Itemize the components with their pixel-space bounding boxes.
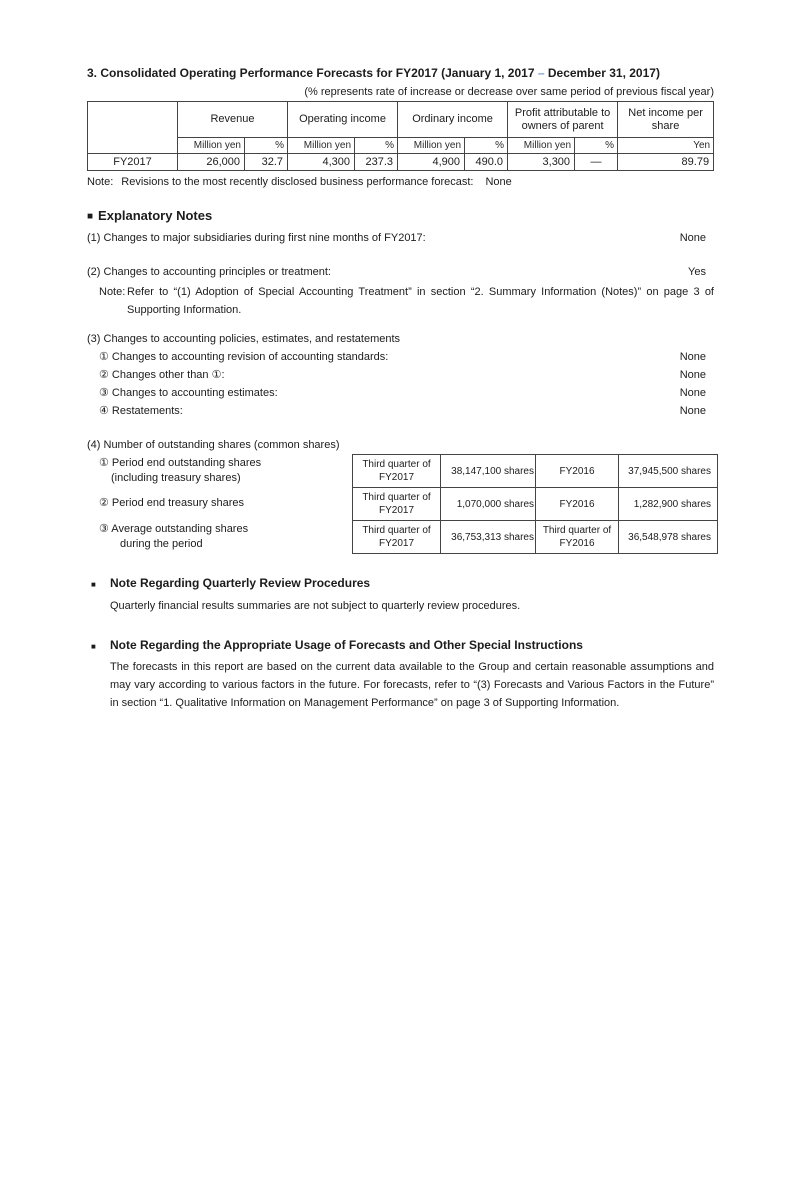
explanatory-item-4-heading: (4) Number of outstanding shares (common shares) — [87, 439, 340, 451]
shares-r3-value2: 36,548,978 shares — [619, 521, 718, 554]
shares-label-3-line2: during the period — [120, 537, 203, 550]
profit-value: 3,300 — [508, 154, 575, 171]
explanatory-item-3-heading: (3) Changes to accounting policies, estimates, and restatements — [87, 333, 401, 345]
item2-label: (2) Changes to accounting principles or treatment: — [87, 266, 331, 278]
shares-r2-period1: Third quarter of FY2017 — [353, 488, 441, 521]
note-text: Revisions to the most recently disclosed business performance forecast: — [121, 176, 474, 188]
quarterly-review-title: Note Regarding Quarterly Review Procedures — [110, 576, 371, 590]
subitem2-label: ② Changes other than ①: — [99, 369, 225, 381]
row-label-fy2017: FY2017 — [88, 154, 178, 171]
revenue-pct-value: 32.7 — [245, 154, 288, 171]
explanatory-notes-title: Explanatory Notes — [98, 208, 213, 223]
subitem1-label: ① Changes to accounting revision of accounting standards: — [99, 351, 389, 363]
unit-percent: % — [575, 138, 618, 154]
title-text-before-dash: 3. Consolidated Operating Performance Forecasts for FY2017 (January 1, 2017 — [87, 66, 538, 80]
forecast-table-caption: (% represents rate of increase or decrease over same period of previous fiscal year) — [304, 86, 714, 98]
revenue-value: 26,000 — [178, 154, 245, 171]
item1-value: None — [679, 232, 706, 244]
subitem1-value: None — [679, 351, 706, 363]
column-header-operating-income: Operating income — [288, 102, 398, 138]
explanatory-notes-heading — [87, 208, 714, 225]
table-row — [353, 521, 718, 554]
unit-percent: % — [465, 138, 508, 154]
shares-row-labels — [87, 454, 352, 554]
shares-label-1-line2: (including treasury shares) — [111, 471, 241, 484]
note-label: Note: — [87, 176, 114, 188]
square-bullet-icon: ■ — [91, 580, 96, 589]
shares-r2-value2: 1,282,900 shares — [619, 488, 718, 521]
explanatory-item-2 — [87, 265, 714, 279]
forecast-table-note — [87, 175, 714, 189]
section-title — [87, 66, 714, 81]
unit-percent: % — [355, 138, 398, 154]
unit-million-yen: Million yen — [398, 138, 465, 154]
shares-r1-value1: 38,147,100 shares — [441, 455, 536, 488]
title-dash: – — [537, 66, 545, 80]
shares-r1-value2: 37,945,500 shares — [619, 455, 718, 488]
table-row — [88, 154, 714, 171]
item3-subitem-3 — [99, 386, 714, 400]
column-header-net-income-per-share: Net income per share — [618, 102, 714, 138]
column-header-ordinary-income: Ordinary income — [398, 102, 508, 138]
square-bullet-icon: ■ — [91, 642, 96, 651]
ordinary-income-value: 4,900 — [398, 154, 465, 171]
profit-pct-value: — — [575, 154, 618, 171]
forecast-usage-heading — [87, 638, 714, 654]
shares-label-1-line1: ① Period end outstanding shares — [99, 456, 262, 469]
item3-subitem-1 — [99, 350, 714, 364]
column-header-profit: Profit attributable to owners of parent — [508, 102, 618, 138]
shares-label-2 — [87, 487, 352, 520]
operating-income-value: 4,300 — [288, 154, 355, 171]
quarterly-review-body: Quarterly financial results summaries are not subject to quarterly review procedures. — [110, 600, 521, 612]
forecast-usage-body: The forecasts in this report are based on the current data available to the Group and certain reasonable assumptions and may vary according to various factors in the future. For forecasts, refer to “(3) Forecasts and Various Factors in the Future” in section “1. Qualitative Information on Management Performance” on page 3 of Supporting Information. — [110, 661, 714, 709]
forecast-usage-title: Note Regarding the Appropriate Usage of Forecasts and Other Special Instructions — [110, 638, 583, 652]
shares-r3-period1: Third quarter of FY2017 — [353, 521, 441, 554]
eps-value: 89.79 — [618, 154, 714, 171]
forecast-table — [87, 101, 714, 171]
shares-label-3-line1: ③ Average outstanding shares — [99, 522, 249, 535]
table-row — [353, 455, 718, 488]
forecast-corner-cell — [88, 102, 178, 154]
subitem2-value: None — [679, 369, 706, 381]
subitem4-label: ④ Restatements: — [99, 405, 183, 417]
square-bullet-icon: ■ — [87, 211, 94, 222]
shares-r2-value1: 1,070,000 shares — [441, 488, 536, 521]
shares-label-3 — [87, 520, 352, 553]
subitem4-value: None — [679, 405, 706, 417]
item2-note — [87, 283, 714, 319]
unit-million-yen: Million yen — [178, 138, 245, 154]
shares-label-2-line1: ② Period end treasury shares — [99, 497, 244, 509]
unit-million-yen: Million yen — [288, 138, 355, 154]
item2-note-label: Note: — [99, 286, 126, 298]
note-value: None — [485, 176, 512, 188]
ordinary-income-pct-value: 490.0 — [465, 154, 508, 171]
quarterly-review-heading — [87, 576, 714, 592]
shares-r3-period2: Third quarter of FY2016 — [536, 521, 619, 554]
subitem3-label: ③ Changes to accounting estimates: — [99, 387, 278, 399]
explanatory-item-1 — [87, 231, 714, 245]
operating-income-pct-value: 237.3 — [355, 154, 398, 171]
unit-million-yen: Million yen — [508, 138, 575, 154]
shares-label-1 — [87, 454, 352, 487]
table-row — [353, 488, 718, 521]
item2-note-text: Refer to “(1) Adoption of Special Accounting Treatment” in section “2. Summary Information (Notes)” on page 3 of Supporting Information. — [127, 286, 714, 316]
shares-r2-period2: FY2016 — [536, 488, 619, 521]
title-text-after-dash: December 31, 2017) — [544, 66, 660, 80]
document-page — [0, 66, 800, 712]
item3-subitem-4 — [99, 404, 714, 418]
item2-value: Yes — [688, 266, 706, 278]
column-header-revenue: Revenue — [178, 102, 288, 138]
shares-table — [352, 454, 718, 554]
unit-yen: Yen — [618, 138, 714, 154]
shares-r1-period2: FY2016 — [536, 455, 619, 488]
shares-r3-value1: 36,753,313 shares — [441, 521, 536, 554]
unit-percent: % — [245, 138, 288, 154]
outstanding-shares-section — [87, 454, 714, 554]
item3-subitem-2 — [99, 368, 714, 382]
subitem3-value: None — [679, 387, 706, 399]
item1-label: (1) Changes to major subsidiaries during first nine months of FY2017: — [87, 232, 426, 244]
shares-r1-period1: Third quarter of FY2017 — [353, 455, 441, 488]
